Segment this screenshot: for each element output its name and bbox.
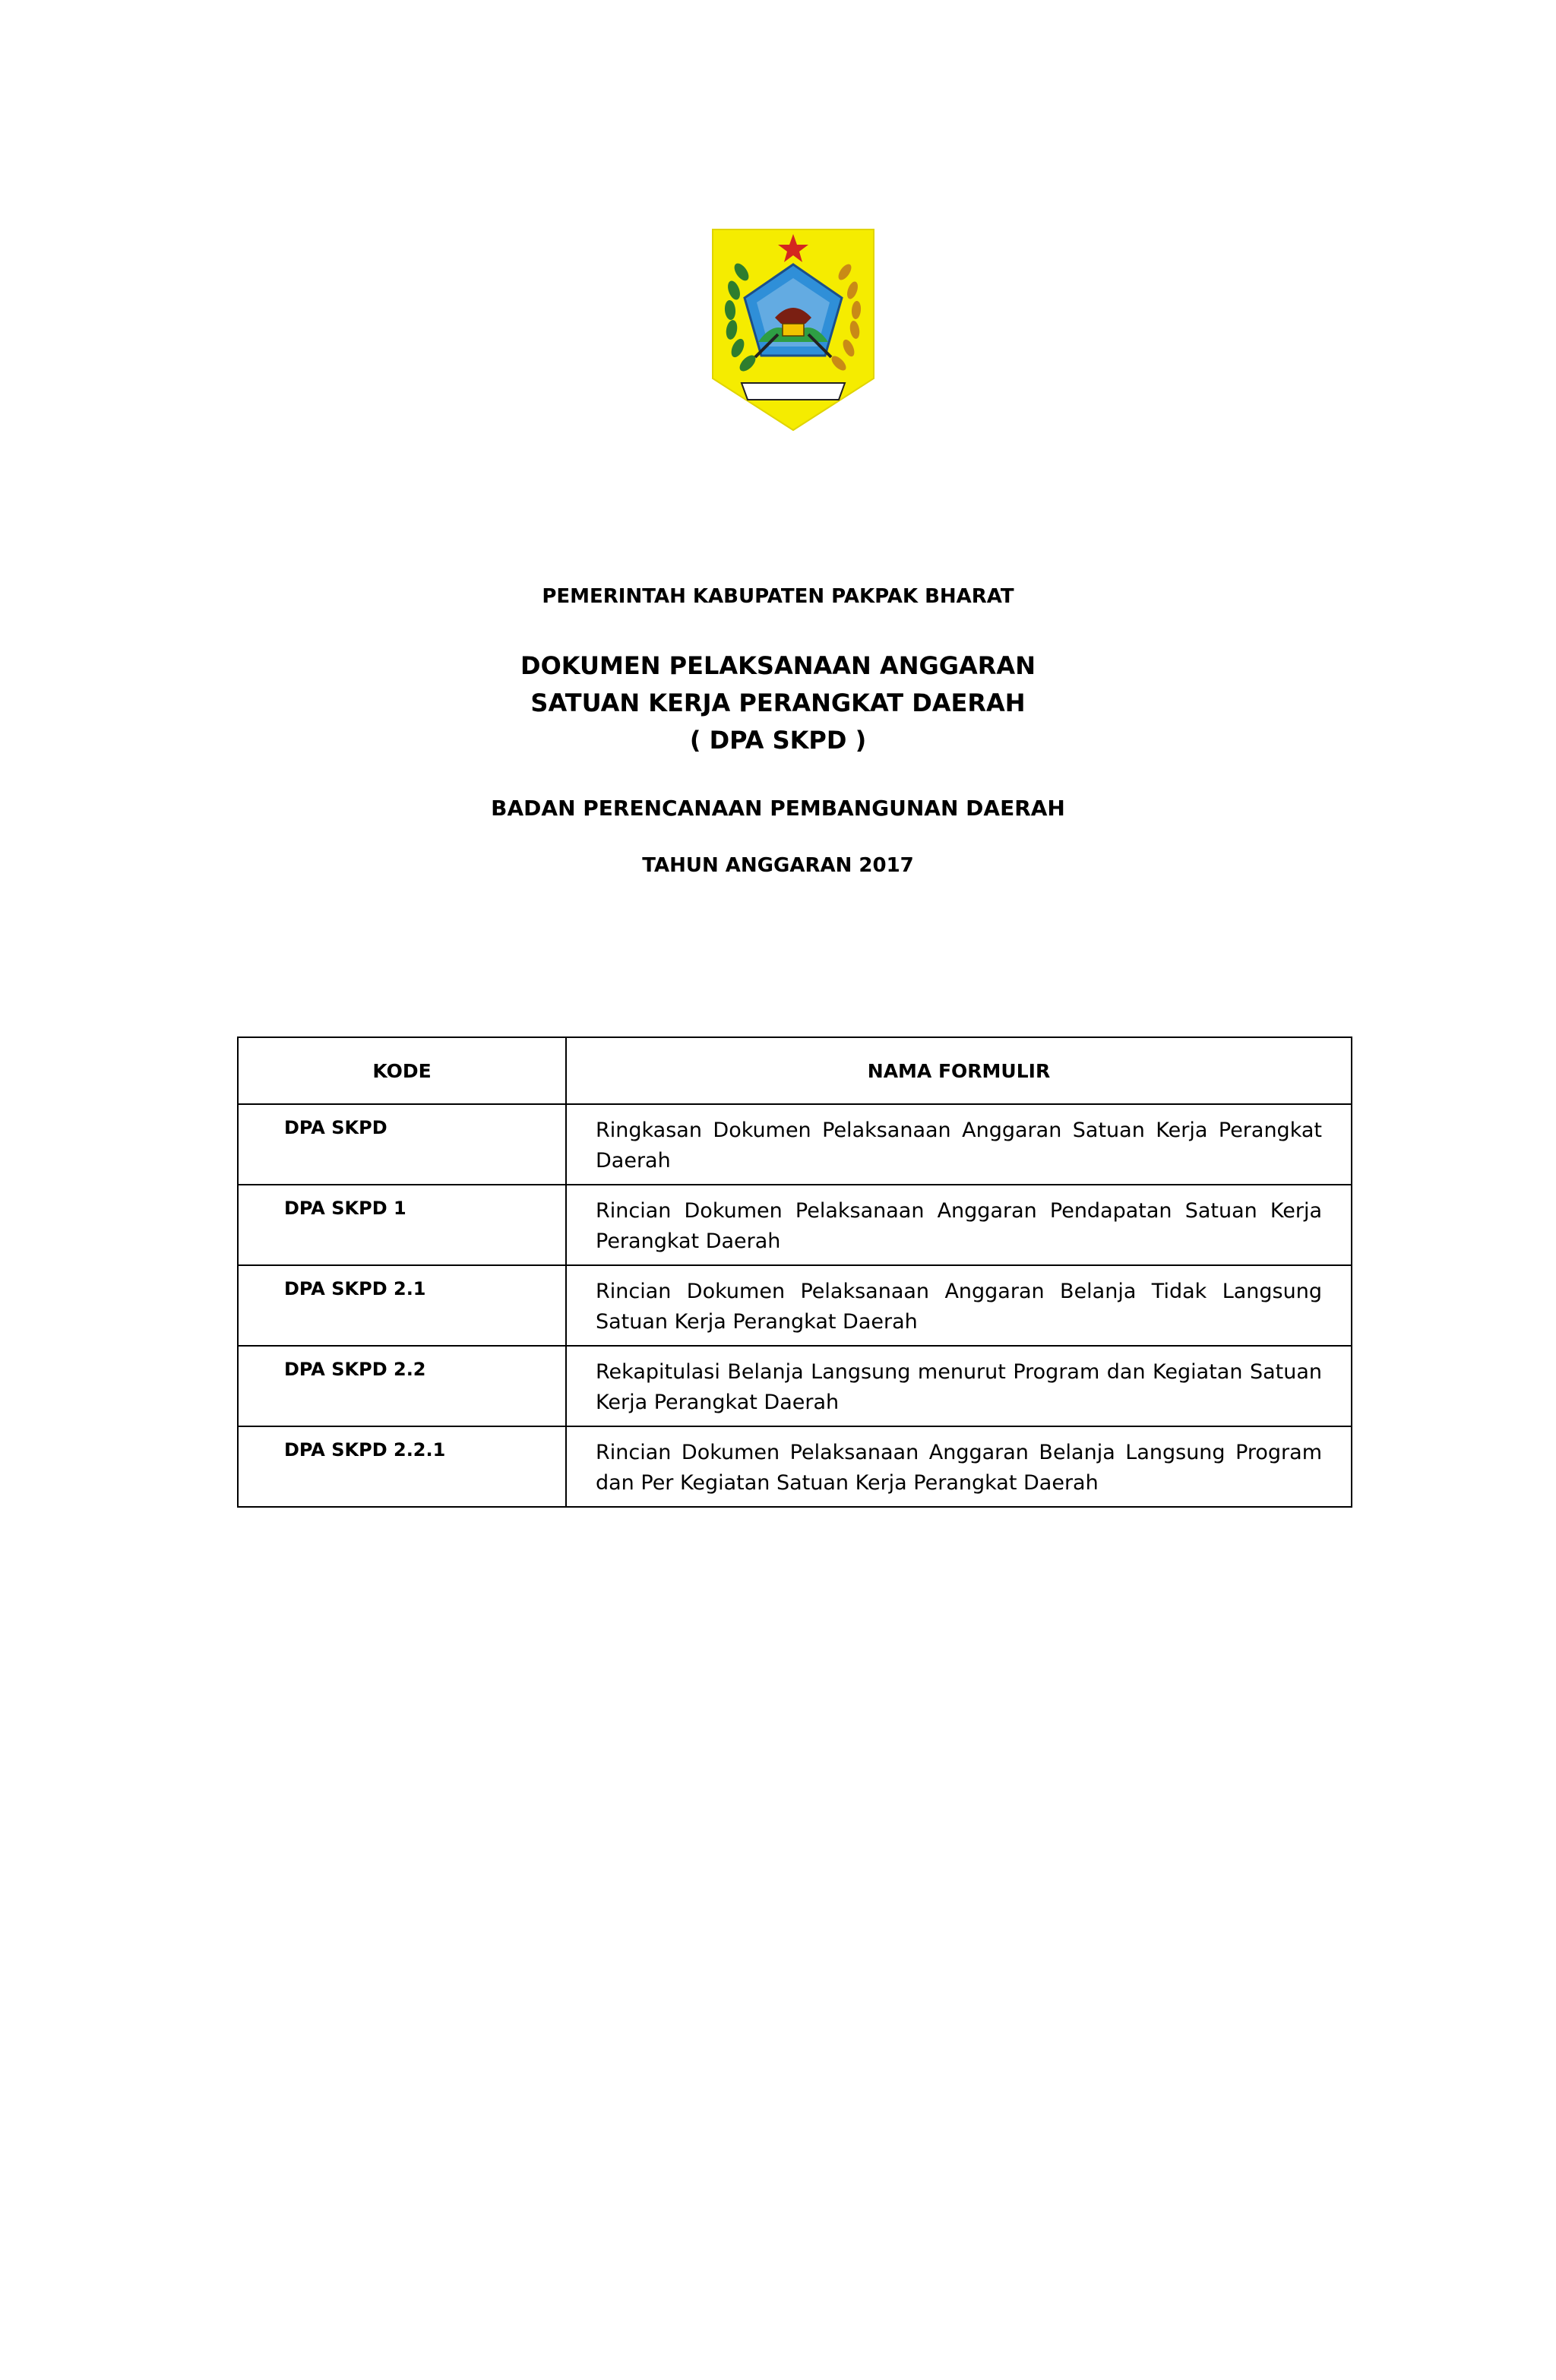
form-name-cell: Rincian Dokumen Pelaksanaan Anggaran Pendapatan Satuan Kerja Perangkat Daerah <box>566 1185 1352 1265</box>
government-name: PEMERINTAH KABUPATEN PAKPAK BHARAT <box>542 585 1014 608</box>
table-row <box>238 1185 1352 1265</box>
table-header-row <box>238 1037 1352 1104</box>
document-title-line-1: DOKUMEN PELAKSANAAN ANGGARAN <box>520 651 1036 680</box>
form-name-cell: Rekapitulasi Belanja Langsung menurut Program dan Kegiatan Satuan Kerja Perangkat Daerah <box>566 1346 1352 1426</box>
table-row <box>238 1104 1352 1185</box>
form-name-cell: Rincian Dokumen Pelaksanaan Anggaran Belanja Langsung Program dan Per Kegiatan Satuan Kerja Perangkat Daerah <box>566 1426 1352 1507</box>
form-code-cell: DPA SKPD 2.2.1 <box>238 1426 566 1507</box>
form-name-cell: Ringkasan Dokumen Pelaksanaan Anggaran Satuan Kerja Perangkat Daerah <box>566 1104 1352 1185</box>
form-code-cell: DPA SKPD <box>238 1104 566 1185</box>
form-name-cell: Rincian Dokumen Pelaksanaan Anggaran Belanja Tidak Langsung Satuan Kerja Perangkat Daerah <box>566 1265 1352 1346</box>
column-header-name: NAMA FORMULIR <box>566 1037 1352 1104</box>
table-row <box>238 1265 1352 1346</box>
regency-emblem-logo <box>711 228 875 432</box>
emblem-icon <box>711 228 875 432</box>
document-title-line-2: SATUAN KERJA PERANGKAT DAERAH <box>530 688 1026 717</box>
column-header-code: KODE <box>238 1037 566 1104</box>
agency-name: BADAN PERENCANAAN PEMBANGUNAN DAERAH <box>491 796 1065 821</box>
table-row <box>238 1346 1352 1426</box>
form-code-cell: DPA SKPD 2.2 <box>238 1346 566 1426</box>
document-title-line-3: ( DPA SKPD ) <box>689 726 867 755</box>
forms-table <box>237 1037 1352 1508</box>
form-code-cell: DPA SKPD 1 <box>238 1185 566 1265</box>
document-title <box>0 647 1556 759</box>
form-code-cell: DPA SKPD 2.1 <box>238 1265 566 1346</box>
table-row <box>238 1426 1352 1507</box>
fiscal-year: TAHUN ANGGARAN 2017 <box>642 854 914 877</box>
